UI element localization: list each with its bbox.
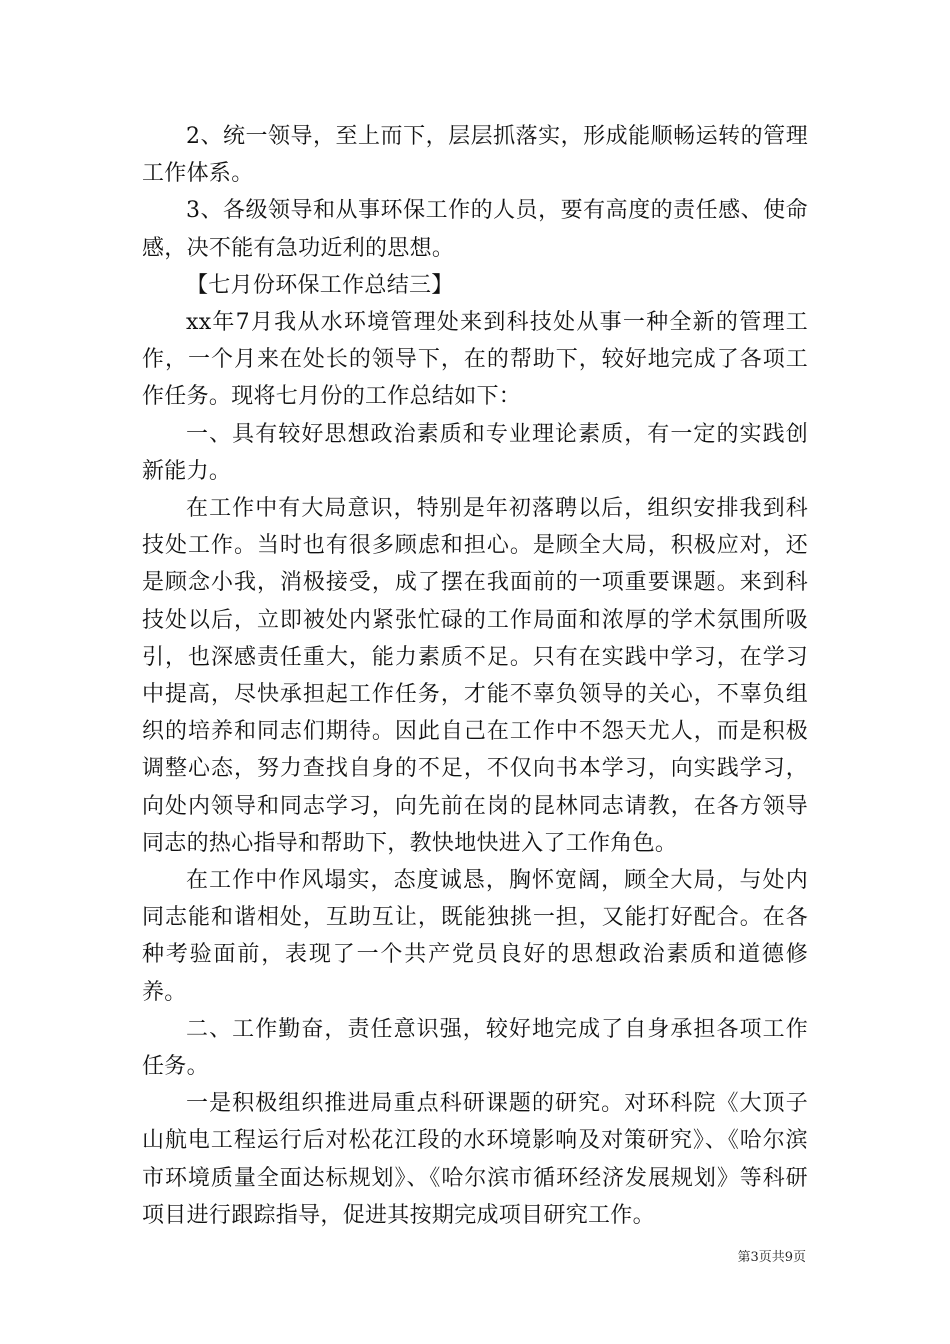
paragraph-7: 在工作中作风塌实，态度诚恳，胸怀宽阔，顾全大局，与处内同志能和谐相处，互助互让，既能独挑一担，又能打好配合。在各种考验面前，表现了一个共产党员良好的思想政治素质和道德修养。: [142, 868, 808, 1005]
paragraph-1: 2、统一领导，至上而下，层层抓落实，形成能顺畅运转的管理工作体系。: [142, 124, 808, 187]
paragraph-2: 3、各级领导和从事环保工作的人员，要有高度的责任感、使命感，决不能有急功近利的思想。: [142, 198, 808, 261]
paragraph-5: 一、具有较好思想政治素质和专业理论素质，有一定的实践创新能力。: [142, 421, 808, 484]
section-heading: 【七月份环保工作总结三】: [186, 272, 454, 298]
document-body: [142, 118, 808, 1234]
paragraph-8: 二、工作勤奋，责任意识强，较好地完成了自身承担各项工作任务。: [142, 1016, 808, 1080]
paragraph-6: 在工作中有大局意识，特别是年初落聘以后，组织安排我到科技处工作。当时也有很多顾虑和担心。是顾全大局，积极应对，还是顾念小我，消极接受，成了摆在我面前的一项重要课题。来到科技处以后，立即被处内紧张忙碌的工作局面和浓厚的学术氛围所吸引，也深感责任重大，能力素质不足。只有在实践中学习，在学习中提高，尽快承担起工作任务，才能不辜负领导的关心，不辜负组织的培养和同志们期待。因此自己在工作中不怨天尤人，而是积极调整心态，努力查找自身的不足，不仅向书本学习，向实践学习，向处内领导和同志学习，向先前在岗的昆林同志请教，在各方领导同志的热心指导和帮助下，教快地快进入了工作角色。: [142, 496, 808, 856]
paragraph-9: 一是积极组织推进局重点科研课题的研究。对环科院《大顶子山航电工程运行后对松花江段的水环境影响及对策研究》、《哈尔滨市环境质量全面达标规划》、《哈尔滨市循环经济发展规划》等科研项目进行跟踪指导，促进其按期完成项目研究工作。: [142, 1091, 808, 1228]
paragraph-4: xx年7月我从水环境管理处来到科技处从事一种全新的管理工作，一个月来在处长的领导下，在的帮助下，较好地完成了各项工作任务。现将七月份的工作总结如下：: [142, 310, 808, 410]
page-number: 第3页共9页: [737, 1250, 806, 1265]
